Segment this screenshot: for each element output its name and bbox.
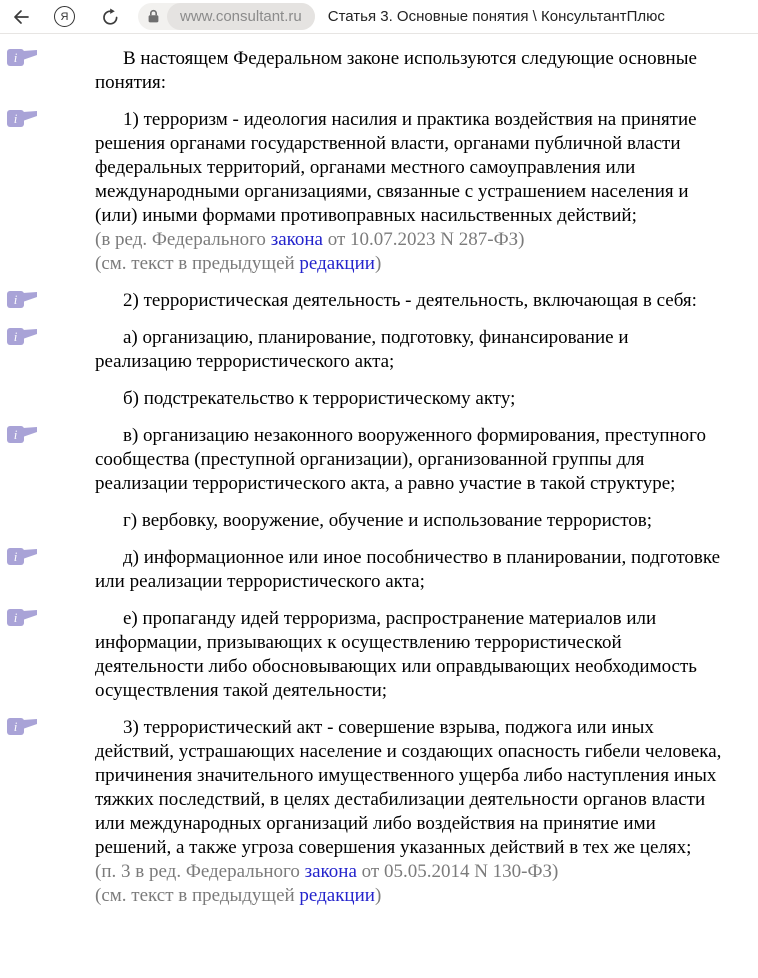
note-text: от 10.07.2023 N 287-ФЗ)	[323, 229, 525, 250]
paragraph	[13, 546, 722, 594]
page-title[interactable]: Статья 3. Основные понятия \ КонсультантПлюс	[327, 8, 665, 25]
info-icon-flag	[23, 329, 37, 341]
info-icon[interactable]	[7, 718, 39, 736]
paragraph-text: а) организацию, планирование, подготовку, финансирование и реализацию террористического акта;	[95, 327, 629, 372]
paragraph	[95, 509, 722, 533]
edition-note	[95, 228, 722, 252]
note-text: (п. 3 в ред. Федерального	[95, 861, 305, 882]
note-text: (см. текст в предыдущей	[95, 885, 300, 906]
info-icon[interactable]	[7, 110, 39, 128]
info-icon-glyph: i	[7, 718, 24, 735]
document-link[interactable]: редакции	[299, 253, 375, 274]
paragraph	[13, 424, 722, 496]
note-text: (см. текст в предыдущей	[95, 253, 300, 274]
document-link[interactable]: закона	[270, 229, 323, 250]
refresh-button[interactable]	[99, 6, 121, 28]
paragraph-text: г) вербовку, вооружение, обучение и использование террористов;	[123, 510, 653, 531]
document-link[interactable]: закона	[304, 861, 357, 882]
edition-note	[95, 884, 722, 908]
info-icon-flag	[23, 610, 37, 622]
paragraph	[13, 607, 722, 703]
back-button[interactable]	[10, 6, 32, 28]
paragraph	[13, 289, 722, 313]
info-icon-glyph: i	[7, 426, 24, 443]
paragraph-text: в) организацию незаконного вооруженного формирования, преступного сообщества (преступной организации), организованной группы для реализации террористического акта, а равно участие в такой структуре;	[95, 425, 706, 494]
paragraph-text: 2) террористическая деятельность - деятельность, включающая в себя:	[123, 290, 697, 311]
note-text: (в ред. Федерального	[95, 229, 271, 250]
url-field[interactable]: www.consultant.ru	[167, 3, 315, 30]
info-icon[interactable]	[7, 548, 39, 566]
paragraph-text: б) подстрекательство к террористическому акту;	[123, 388, 516, 409]
edition-note	[95, 252, 722, 276]
info-icon-glyph: i	[7, 110, 24, 127]
info-icon-glyph: i	[7, 291, 24, 308]
note-text: )	[374, 253, 382, 274]
refresh-icon	[100, 7, 120, 27]
note-text: )	[374, 885, 382, 906]
info-icon-flag	[23, 292, 37, 304]
paragraph-text: 1) терроризм - идеология насилия и практика воздействия на принятие решения органами государственной власти, органами публичной власти федеральных территорий, органами местного самоуправления или международными организациями, связанные с устрашением населения и (или) иными формами противоправных насильственных действий;	[95, 109, 697, 226]
info-icon[interactable]	[7, 49, 39, 67]
address-bar[interactable]	[138, 3, 315, 30]
info-icon-flag	[23, 549, 37, 561]
paragraph	[13, 326, 722, 374]
info-icon-flag	[23, 427, 37, 439]
info-icon[interactable]	[7, 291, 39, 309]
info-icon[interactable]	[7, 426, 39, 444]
edition-note	[95, 860, 722, 884]
info-icon-flag	[23, 111, 37, 123]
browser-toolbar	[0, 0, 758, 34]
paragraph	[13, 108, 722, 276]
paragraph-text: 3) террористический акт - совершение взрыва, поджога или иных действий, устрашающих население и создающих опасность гибели человека, причинения значительного имущественного ущерба либо наступления иных тяжких последствий, в целях дестабилизации деятельности органов власти или международных организаций либо воздействия на принятие ими решений, а также угроза совершения указанных действий в тех же целях;	[95, 717, 722, 858]
info-icon-flag	[23, 50, 37, 62]
info-icon-glyph: i	[7, 548, 24, 565]
paragraph	[13, 716, 722, 908]
info-icon-glyph: i	[7, 609, 24, 626]
lock-icon[interactable]	[147, 9, 160, 24]
info-icon-glyph: i	[7, 328, 24, 345]
info-icon-flag	[23, 719, 37, 731]
paragraph-text: д) информационное или иное пособничество в планировании, подготовке или реализации террористического акта;	[95, 547, 721, 592]
info-icon[interactable]	[7, 328, 39, 346]
document-body	[0, 34, 758, 941]
yandex-logo-icon[interactable]: Я	[54, 6, 75, 27]
document-link[interactable]: редакции	[299, 885, 375, 906]
paragraph	[13, 47, 722, 95]
info-icon-glyph: i	[7, 49, 24, 66]
paragraph-text: е) пропаганду идей терроризма, распространение материалов или информации, призывающих к осуществлению террористической деятельности либо обосновывающих или оправдывающих необходимость осуществления такой деятельности;	[95, 608, 697, 701]
paragraph	[95, 387, 722, 411]
note-text: от 05.05.2014 N 130-ФЗ)	[356, 861, 559, 882]
info-icon[interactable]	[7, 609, 39, 627]
paragraph-text: В настоящем Федеральном законе используются следующие основные понятия:	[95, 48, 697, 93]
back-arrow-icon	[11, 7, 31, 27]
